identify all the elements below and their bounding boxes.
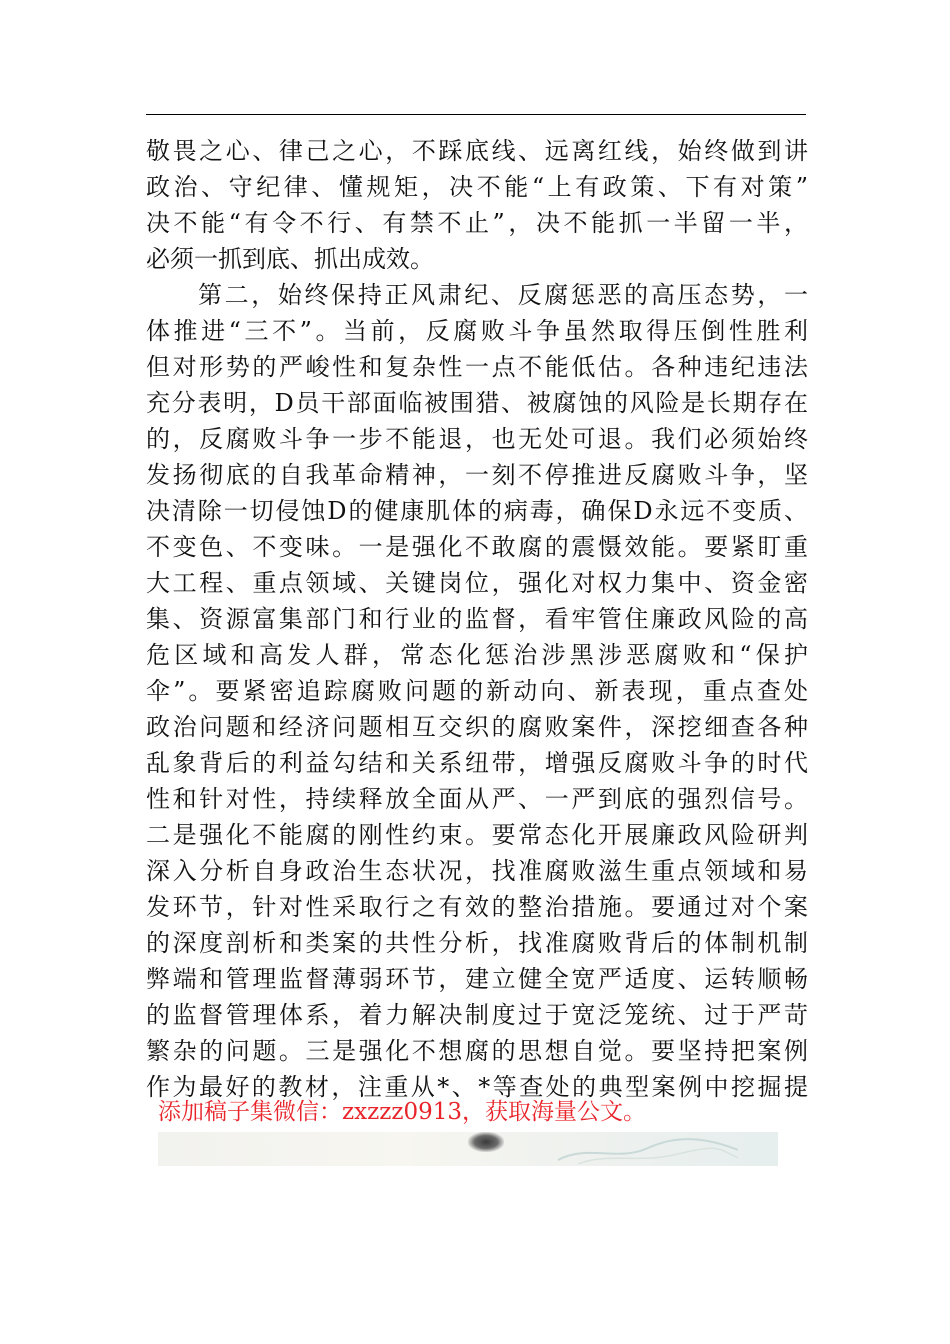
paragraph-line: 二是强化不能腐的刚性约束。要常态化开展廉政风险研判 — [146, 821, 808, 849]
paragraph-line: 必须一抓到底、抓出成效。 — [146, 245, 434, 273]
paragraph-line: 集、资源富集部门和行业的监督，看牢管住廉政风险的高 — [146, 605, 808, 633]
paragraph-line: 的监督管理体系，着力解决制度过于宽泛笼统、过于严苛 — [146, 1001, 808, 1029]
paragraph-line: 发扬彻底的自我革命精神，一刻不停推进反腐败斗争，坚 — [146, 461, 808, 489]
document-body — [146, 133, 808, 1105]
paragraph-line: 繁杂的问题。三是强化不想腐的思想自觉。要坚持把案例 — [146, 1037, 808, 1065]
paragraph-line: 性和针对性，持续释放全面从严、一严到底的强烈信号。 — [146, 785, 808, 813]
paragraph-line: 体推进“三不”。当前，反腐败斗争虽然取得压倒性胜利 — [146, 317, 808, 345]
paragraph-line: 危区域和高发人群，常态化惩治涉黑涉恶腐败和“保护 — [146, 641, 808, 669]
paragraph-line: 第二，始终保持正风肃纪、反腐惩恶的高压态势，一 — [198, 281, 808, 309]
wave-decoration — [558, 1134, 738, 1164]
paragraph-line: 的，反腐败斗争一步不能退，也无处可退。我们必须始终 — [146, 425, 808, 453]
paragraph-line: 伞”。要紧密追踪腐败问题的新动向、新表现，重点查处 — [146, 677, 808, 705]
paragraph-line: 乱象背后的利益勾结和关系纽带，增强反腐败斗争的时代 — [146, 749, 808, 777]
paragraph-line: 充分表明，D员干部面临被围猎、被腐蚀的风险是长期存在 — [146, 389, 808, 417]
paragraph-line: 但对形势的严峻性和复杂性一点不能低估。各种违纪违法 — [146, 353, 808, 381]
paragraph-line: 政治、守纪律、懂规矩，决不能“上有政策、下有对策” — [146, 173, 808, 201]
paragraph-line: 的深度剖析和类案的共性分析，找准腐败背后的体制机制 — [146, 929, 808, 957]
paragraph-line: 决不能“有令不行、有禁不止”，决不能抓一半留一半， — [146, 209, 808, 237]
header-rule — [146, 114, 806, 115]
paragraph-line: 弊端和管理监督薄弱环节，建立健全宽严适度、运转顺畅 — [146, 965, 808, 993]
paragraph-line: 决清除一切侵蚀D的健康肌体的病毒，确保D永远不变质、 — [146, 497, 808, 525]
paragraph-line: 深入分析自身政治生态状况，找准腐败滋生重点领域和易 — [146, 857, 808, 885]
decorative-banner-image — [158, 1132, 778, 1166]
paragraph-line: 政治问题和经济问题相互交织的腐败案件，深挖细查各种 — [146, 713, 808, 741]
paragraph-line: 发环节，针对性采取行之有效的整治措施。要通过对个案 — [146, 893, 808, 921]
paragraph-line: 不变色、不变味。一是强化不敢腐的震慑效能。要紧盯重 — [146, 533, 808, 561]
paragraph-line: 作为最好的教材，注重从*、*等查处的典型案例中挖掘提 — [146, 1073, 808, 1101]
paragraph-line: 大工程、重点领域、关键岗位，强化对权力集中、资金密 — [146, 569, 808, 597]
ink-blot-decoration — [468, 1132, 504, 1152]
promo-text: 添加稿子集微信：zxzzz0913，获取海量公文。 — [158, 1099, 646, 1125]
paragraph-line: 敬畏之心、律己之心，不踩底线、远离红线，始终做到讲 — [146, 137, 808, 165]
